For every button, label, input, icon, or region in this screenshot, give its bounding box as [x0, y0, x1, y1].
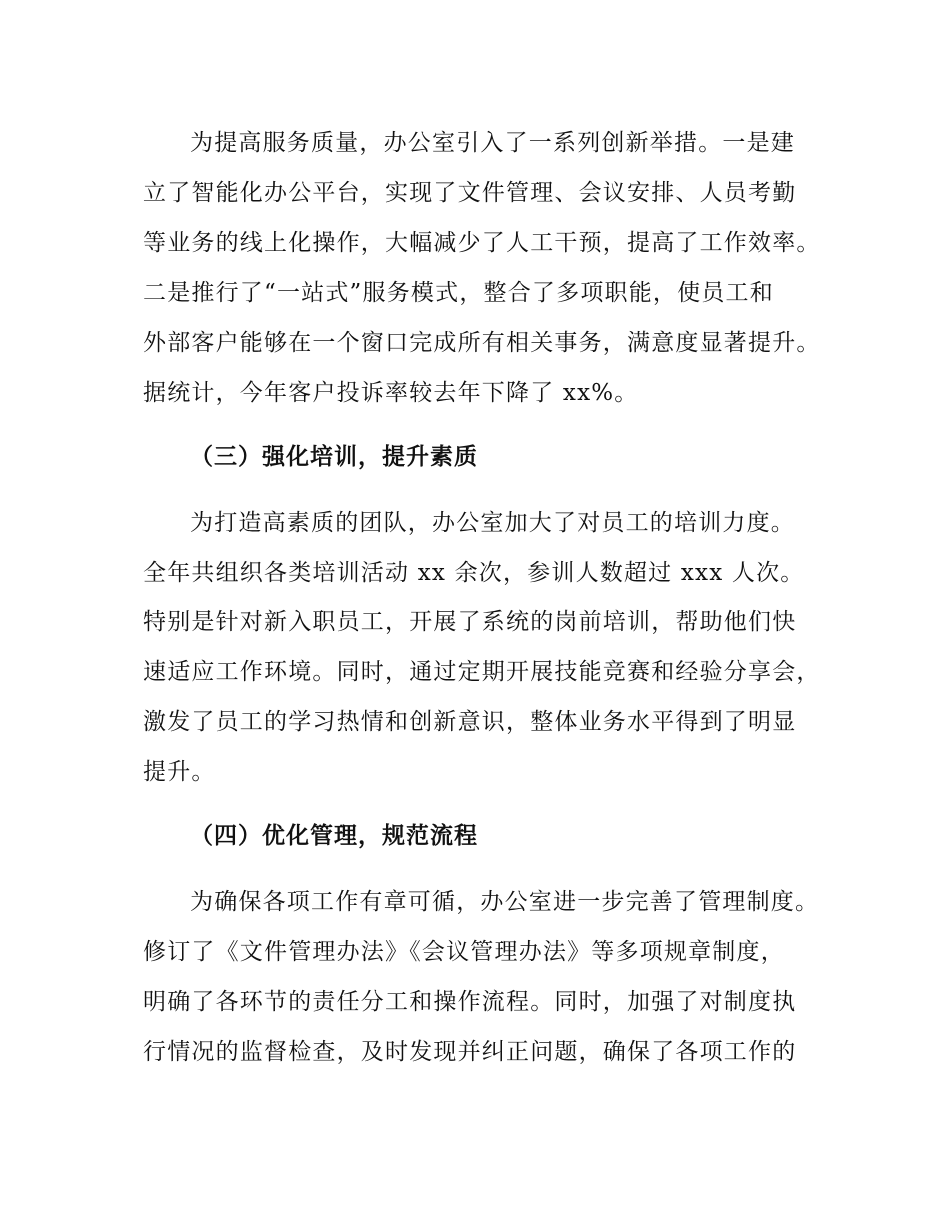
paragraph-1-line-6: 据统计，今年客户投诉率较去年下降了 xx%。: [143, 380, 639, 406]
paragraph-3-line-3: 明确了各环节的责任分工和操作流程。同时，加强了对制度执: [143, 989, 797, 1015]
section-heading-4: （四）优化管理，规范流程: [190, 823, 478, 849]
section-heading-3: （三）强化培训，提升素质: [190, 444, 478, 470]
paragraph-2-line-5: 激发了员工的学习热情和创新意识，整体业务水平得到了明显: [143, 709, 797, 735]
paragraph-1-line-4: 二是推行了“一站式”服务模式，整合了多项职能，使员工和: [143, 280, 774, 306]
paragraph-3-line-4: 行情况的监督检查，及时发现并纠正问题，确保了各项工作的: [143, 1039, 797, 1065]
paragraph-3-line-1: 为确保各项工作有章可循，办公室进一步完善了管理制度。: [190, 889, 820, 915]
paragraph-2-line-1: 为打造高素质的团队，办公室加大了对员工的培训力度。: [190, 510, 795, 536]
paragraph-1-line-1: 为提高服务质量，办公室引入了一系列创新举措。一是建: [190, 130, 795, 156]
paragraph-2-line-4: 速适应工作环境。同时，通过定期开展技能竞赛和经验分享会，: [143, 659, 821, 685]
paragraph-2-line-3: 特别是针对新入职员工，开展了系统的岗前培训，帮助他们快: [143, 609, 797, 635]
paragraph-1-line-5: 外部客户能够在一个窗口完成所有相关事务，满意度显著提升。: [143, 330, 821, 356]
paragraph-1-line-2: 立了智能化办公平台，实现了文件管理、会议安排、人员考勤: [143, 180, 797, 206]
paragraph-2-line-2: 全年共组织各类培训活动 xx 余次，参训人数超过 xxx 人次。: [143, 560, 805, 586]
paragraph-3-line-2: 修订了《文件管理办法》《会议管理办法》等多项规章制度，: [143, 939, 785, 965]
paragraph-2-line-6: 提升。: [143, 759, 216, 785]
paragraph-1-line-3: 等业务的线上化操作，大幅减少了人工干预，提高了工作效率。: [143, 230, 821, 256]
